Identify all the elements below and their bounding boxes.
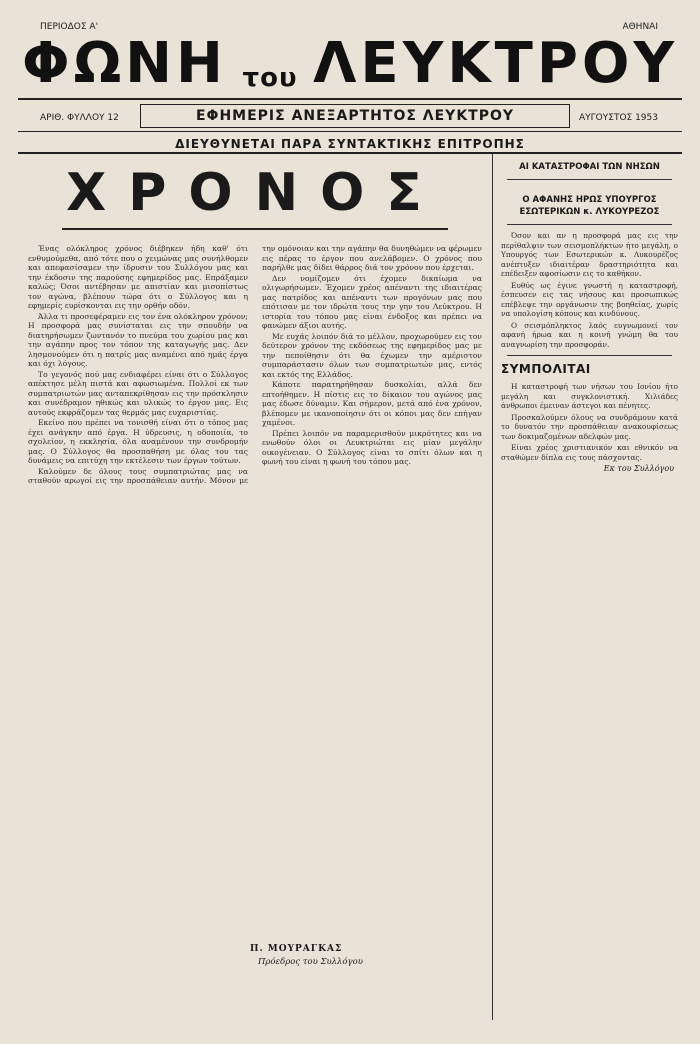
side-rule: [507, 224, 672, 225]
side-section-paragraph: Προσκαλούμεν όλους να συνδράμουν κατά το δυνατόν την προσπάθειαν ανακουφίσεως των δοκιμαζομένων αδελφών μας.: [501, 412, 678, 441]
side-rule: [507, 355, 672, 356]
main-article-body: [22, 244, 488, 944]
side-section-body: [497, 382, 682, 462]
side-headline-2-line-1: Ο ΑΦΑΝΗΣ ΗΡΩΣ ΥΠΟΥΡΓΟΣ: [522, 195, 657, 205]
side-paragraph: Ευθύς ως έγινε γνωστή η καταστροφή, έσπευσεν εις τας νήσους και προσωπικώς επέβλεψε την οργάνωσιν της βοηθείας, χωρίς να υπολογίση κόπους και κινδύνους.: [501, 280, 678, 318]
signature-name: Π. ΜΟΥΡΑΓΚΑΣ: [250, 944, 343, 954]
side-section-signature: Εκ του Συλλόγου: [603, 464, 674, 473]
date-label: ΑΥΓΟΥΣΤΟΣ 1953: [579, 113, 658, 123]
side-paragraph: Ο σεισμόπληκτος λαός ευγνωμονεί τον αφανή ήρωα και η κοινή γνώμη θα του αναγνωρίση την προσφοράν.: [501, 320, 678, 349]
main-paragraph: Πρέπει λοιπόν να παραμερισθούν μικρότητες και να ενωθούν όλοι οι Λευκτριώται εις μίαν μεγάλην οικογένειαν. Ο Σύλλογος είναι το σπίτι όλων και η φωνή του είναι η φωνή του τόπου μας.: [262, 428, 482, 466]
side-section-paragraph: Η καταστροφή των νήσων του Ιονίου ήτο μεγάλη και συγκλονιστική. Χιλιάδες άνθρωποι έμειναν άστεγοι και πένητες.: [501, 382, 678, 410]
main-paragraph: Άλλα τι προσεφέραμεν εις τον ένα ολόκληρον χρόνον; Η προσφορά μας συνίσταται εις την σπουδήν να διατηρήσωμεν ζωντανόν το πνεύμα του χωρίου μας και την αγάπην προς τον τόπον της καταγωγής μας. Δεν λησμονούμεν ότι η πατρίς μας αναμένει από ημάς έργα και όχι λόγους.: [28, 311, 248, 368]
side-paragraph: Όσον και αν η προσφορά μας εις την περίθαλψιν των σεισμοπλήκτων ήτο μεγάλη, ο Υπουργός των Εσωτερικών κ. Λυκουρέζος ανέπτυξεν ιδιαιτέραν δραστηριότητα και επέδειξεν αφοσίωσιν εις το καθήκον.: [501, 231, 678, 278]
main-paragraph: Εκείνο που πρέπει να τονισθή είναι ότι ο τόπος μας έχει ανάγκην από έργα. Η ύδρευσις, η οδοποιία, το σχολείον, η εκκλησία, όλα αναμένουν την συνδρομήν μας. Ο Σύλλογος θα προσπαθήση με όλας του τας δυνάμεις να επιτύχη την εκτέλεσιν των έργων τούτων.: [28, 418, 248, 465]
main-paragraph: Δεν νομίζομεν ότι έχομεν δικαίωμα να ολιγωρήσωμεν. Έχομεν χρέος απέναντι της ιδιαιτέρας μας πατρίδος και απέναντι των προγόνων μας που επότισαν με τον ιδρώτα τους την γην του Λεύκτρου. Η ιστορία του τόπου μας είναι ένδοξος και πρέπει να φανώμεν άξιοι αυτής.: [262, 273, 482, 330]
side-headline-1: ΑΙ ΚΑΤΑΣΤΡΟΦΑΙ ΤΩΝ ΝΗΣΩΝ: [519, 162, 660, 172]
direction-line: ΔΙΕΥΘΥΝΕΤΑΙ ΠΑΡΑ ΣΥΝΤΑΚΤΙΚΗΣ ΕΠΙΤΡΟΠΗΣ: [175, 137, 525, 151]
side-section-title: ΣΥΜΠΟΛΙΤΑΙ: [501, 362, 591, 376]
side-column: [497, 150, 682, 1020]
side-headline-2-line-2: ΕΣΩΤΕΡΙΚΩΝ κ. ΛΥΚΟΥΡΕΖΟΣ: [519, 207, 660, 217]
main-paragraph: Κάποτε παρατηρήθησαν δυσκολίαι, αλλά δεν επτοήθημεν. Η πίστις εις το δίκαιον του αγώνος μας μας έδωσε δύναμιν. Και σήμερον, μετά από ένα χρόνον, βλέπομεν με ικανοποίησιν ότι οι κόποι μας δεν επήγαν χαμένοι.: [262, 380, 482, 427]
main-paragraph: Το γεγονός πού μας ενδιαφέρει είναι ότι ο Σύλλογος απέκτησε μέλη πιστά και αφωσιωμένα. Πολλοί εκ των συμπατριωτών μας ανταπεκρίθησαν εις την πρόσκλησιν και συνέδραμον ηθικώς και υλικώς το έργον μας. Εις αυτούς εκφράζομεν τας θερμάς μας ευχαριστίας.: [28, 369, 248, 417]
main-paragraph: Καλούμεν δε όλους τους συμπατριώτας μας να σταθούν αρωγοί εις την προσπάθειαν αυτήν. Μόνον με την ομόνοιαν και την αγάπην θα δυνηθώμεν να φέρωμεν εις πέρας το έργον που ανελάβομεν. Ο χρόνος που παρήλθε μας δίδει θάρρος διά τον χρόνον που έρχεται.: [28, 244, 482, 485]
signature-role: Πρόεδρος του Συλλόγου: [258, 957, 363, 967]
masthead-rule: [18, 98, 682, 100]
issue-label: ΑΡΙΘ. ΦΥΛΛΟΥ 12: [40, 113, 119, 123]
period-label: ΠΕΡΙΟΔΟΣ Α': [40, 22, 99, 32]
masthead-title-mid: του: [242, 62, 298, 93]
title-rule: [62, 228, 448, 230]
side-headline-2: [497, 194, 682, 218]
subtitle: ΕΦΗΜΕΡΙΣ ΑΝΕΞΑΡΤΗΤΟΣ ΛΕΥΚΤΡΟΥ: [140, 104, 570, 128]
main-article-title: ΧΡΟΝΟΣ: [66, 163, 444, 223]
column-divider: [492, 154, 493, 1020]
main-paragraph: Ένας ολόκληρος χρόνος διέβηκεν ήδη καθ' ότι ενθυμούμεθα, από τότε που ο χειμώνας μας συνήλθομεν και απεφασίσαμεν την ίδρυσιν του Συλλόγου μας και την έκδοσιν της παρούσης εφημερίδος μας. Επράξαμεν καλώς; Όσοι αντέβησαν με απιστίαν και μισοπίστως τον αγώνα, βλέπουν τώρα ότι ο Σύλλογος και η εφημερίς ευρίσκονται εις την ορθήν οδόν.: [28, 244, 248, 310]
city-label: ΑΘΗΝΑΙ: [622, 22, 658, 32]
masthead-title-left: ΦΩΝΗ: [21, 31, 227, 96]
subtitle-rule: [18, 131, 682, 132]
main-article: [22, 158, 488, 1018]
masthead: [18, 31, 682, 96]
side-section-paragraph: Είναι χρέος χριστιανικόν και εθνικόν να σταθώμεν δίπλα εις τους πάσχοντας.: [501, 443, 678, 462]
main-paragraph: Με ευχάς λοιπόν διά το μέλλον, προχωρούμεν εις τον δεύτερον χρόνον της εκδόσεως της εφημερίδος μας με την πεποίθησιν ότι θα έχωμεν την αμέριστον συμπαράστασιν όλων των συμπατριωτών μας, εντός και εκτός της Ελλάδος.: [262, 331, 482, 379]
side-article-body: [497, 231, 682, 349]
side-rule: [507, 179, 672, 180]
masthead-title-right: ΛΕΥΚΤΡΟΥ: [313, 31, 679, 96]
